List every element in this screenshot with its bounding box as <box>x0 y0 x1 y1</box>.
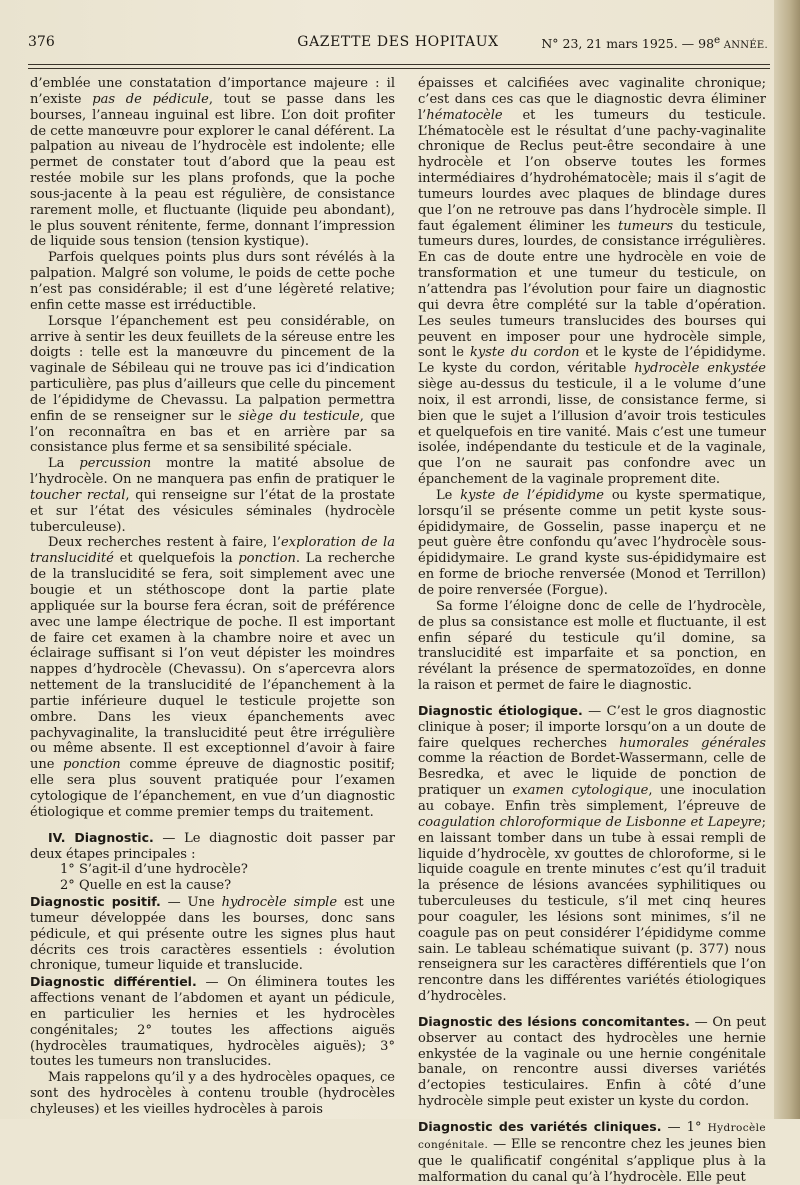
page-number: 376 <box>28 34 55 50</box>
paragraph: Diagnostic différentiel. — On éliminera toutes les affections venant de l’abdomen et ayant un pédicule, en particulier les hernies et les hydrocèles congénitales; 2° toutes les affections aiguës (hydrocèles traumatiques, hydrocèles aiguës); 3° toutes les tumeurs non translucides. <box>30 974 395 1070</box>
list-item: 2° Quelle en est la cause? <box>60 878 232 894</box>
paragraph: Le kyste de l’épididyme ou kyste spermatique, lorsqu’il se présente comme un petit kyste sous-épididymaire, de Gosselin, passe inaperçu et ne peut guère être confondu qu’avec l’hydrocèle sous-épididymaire. Le grand kyste sus-épididymaire est en forme de brioche renversée (Monod et Terrillon) de poire renversée (Forgue). <box>418 487 766 598</box>
running-header <box>28 34 768 60</box>
paragraph: Parfois quelques points plus durs sont révélés à la palpation. Malgré son volume, le poids de cette poche n’est pas considérable; il est d’une légèreté relative; enfin cette masse est irréductible. <box>30 250 395 313</box>
paragraph: Mais rappelons qu’il y a des hydrocèles opaques, ce sont des hydrocèles à contenu trouble (hydrocèles chyleuses) et les vieilles hydrocèles à parois <box>30 1070 395 1117</box>
paragraph: Diagnostic des lésions concomitantes. — On peut observer au contact des hydrocèles une hernie enkystée de la vaginale ou une hernie congénitale banale, on rencontre aussi diverses variétés d’ectopies testiculaires. Enfin à côté d’une hydrocèle simple peut exister un kyste du cordon. <box>418 1013 766 1110</box>
paragraph: Lorsque l’épanchement est peu considérable, on arrive à sentir les deux feuillets de la séreuse entre les doigts : telle est la manœuvre du pincement de la vaginale de Sébileau qui ne trouve pas ici d’indication particulière, pas plus d’ailleurs que celle du pincement de l’épididyme de Chevassu. La palpation permettra enfin de se renseigner sur le siège du testicule, que l’on reconnaîtra en bas et en arrière par sa consistance plus ferme et sa sensibilité spéciale. <box>30 313 396 456</box>
paragraph: Diagnostic étiologique. — C’est le gros diagnostic clinique à poser; il importe lorsqu’on a un doute de faire quelques recherches humorales générales comme la réaction de Bordet-Wassermann, celle de Besredka, et avec le liquide de ponction de pratiquer un examen cytologique, une inoculation au cobaye. Enfin très simplement, l’épreuve de coagulation chloroformique de Lisbonne et Lapeyre; en laissant tomber dans un tube à essai rempli de liquide d’hydrocèle, xv gouttes de chloroforme, si le liquide coagule en trente minutes c’est qu’il traduit la présence de lésions avancées syphilitiques ou tuberculeuses du testicule, s’il met cinq heures pour coaguler, les lésions sont minimes, s’il ne coagule pas on peut considérer l’épididyme comme sain. Le tableau schématique suivant (p. 377) nous renseignera sur les caractères différentiels que l’on rencontre dans les différentes variétés étiologiques d’hydrocèles. <box>418 702 767 1005</box>
subsection-heading: Diagnostic des variétés cliniques. <box>418 1119 662 1134</box>
section-heading: IV. Diagnostic. <box>48 829 154 845</box>
left-column <box>30 76 395 1118</box>
paragraph: Sa forme l’éloigne donc de celle de l’hydrocèle, de plus sa consistance est molle et fluctuante, il est enfin séparé du testicule qu’il domine, sa translucidité est imparfaite et sa ponction, en révélant la présence de spermatozoïdes, en donne la raison et permet de faire le diagnostic. <box>418 598 766 694</box>
paragraph: Deux recherches restent à faire, l’exploration de la translucidité et quelquefois la ponction. La recherche de la translucidité se fera, soit simplement avec une bougie et un stéthoscope dont la partie plate appliquée sur la bourse fera écran, soit de préférence avec une lampe électrique de poche. Il est important de faire cet examen à la chambre noire et avec un éclairage suffisant si l’on veut dépister les moindres nappes d’hydrocèle (Chevassu). On s’apercevra alors nettement de la translucidité de l’épanchement à la partie inférieure duquel le testicule projette son ombre. Dans les vieux épanchements avec pachyvaginalite, la translucidité peut être irrégulière ou même absente. Il est exceptionnel d’avoir à faire une ponction comme épreuve de diagnostic positif; elle sera plus souvent pratiquée pour l’examen cytologique de l’épanchement, en vue d’un diagnostic étiologique et comme premier temps du traitement. <box>30 535 395 820</box>
paragraph: Diagnostic des variétés cliniques. — 1° Hydrocèle congénitale. — Elle se rencontre chez les jeunes bien que le qualificatif congénital s’applique plus à la malformation du canal qu’à l’hydrocèle. Elle peut <box>418 1119 766 1185</box>
paragraph: épaisses et calcifiées avec vaginalite chronique; c’est dans ces cas que le diagnostic devra éliminer l’hématocèle et les tumeurs du testicule. L’hématocèle est le résultat d’une pachy-vaginalite chronique de Reclus peut-être secondaire à une hydrocèle et l’on observe toutes les formes intermédiaires d’hydrohématocèle; mais il s’agit de tumeurs lourdes avec plaques de blindage dures que l’on ne retrouve pas dans l’hydrocèle simple. Il faut également éliminer les tumeurs du testicule, tumeurs dures, lourdes, de consistance irrégulières. En cas de doute entre une hydrocèle en voie de transformation et une tumeur du testicule, on n’attendra pas l’évolution pour faire un diagnostic qui devra être complété sur la table d’opération. Les seules tumeurs translucides des bourses qui peuvent en imposer pour une hydrocèle simple, sont le kyste du cordon et le kyste de l’épididyme. Le kyste du cordon, véritable hydrocèle enkystée siège au-dessus du testicule, il a le volume d’une noix, il est arrondi, lisse, de consistance ferme, si bien que le sujet a l’illusion d’avoir trois testicules et quelquefois en tire vanité. Mais c’est une tumeur isolée, indépendante du testicule et de la vaginale, que l’on ne saurait pas confondre avec un épanchement de la vaginale proprement dite. <box>418 76 767 488</box>
paragraph: d’emblée une constatation d’importance majeure : il n’existe pas de pédicule, tout se passe dans les bourses, l’anneau inguinal est libre. L’on doit profiter de cette manœuvre pour explorer le canal déférent. La palpation au niveau de l’hydrocèle est indolente; elle permet de constater tout d’abord que la peau est restée mobile sur les plans profonds, que la poche sous-jacente à la peau est régulière, de consistance rarement molle, et fluctuante (liquide peu abondant), le plus souvent rénitente, ferme, donnant l’impression de liquide sous tension (tension kystique). <box>30 76 395 250</box>
journal-title: GAZETTE DES HOPITAUX <box>297 34 499 50</box>
right-column <box>418 76 766 1185</box>
subsection-heading: Diagnostic étiologique. <box>418 702 583 718</box>
subsection-heading: Diagnostic des lésions concomitantes. <box>418 1013 690 1029</box>
section-diagnostic: IV. Diagnostic. — Le diagnostic doit passer par deux étapes principales : <box>30 829 395 862</box>
header-rule-top <box>28 64 770 65</box>
paragraph: La percussion montre la matité absolue de l’hydrocèle. On ne manquera pas enfin de pratiquer le toucher rectal, qui renseigne sur l’état de la prostate et sur l’état des vésicules séminales (hydrocèle tuberculeuse). <box>30 456 395 535</box>
list-item: 1° S’agit-il d’une hydrocèle? <box>60 862 248 878</box>
issue-info: N° 23, 21 mars 1925. — 98e ANNÉE. <box>541 34 768 52</box>
subsection-heading: Diagnostic positif. <box>30 894 161 910</box>
subsection-heading: Diagnostic différentiel. <box>30 974 197 990</box>
paragraph: Diagnostic positif. — Une hydrocèle simple est une tumeur développée dans les bourses, donc sans pédicule, et qui présente outre les signes plus haut décrits ces trois caractères essentiels : évolution chronique, tumeur liquide et translucide. <box>30 894 396 974</box>
page-edge-shadow <box>774 0 800 1119</box>
header-rule-bottom <box>28 68 770 69</box>
